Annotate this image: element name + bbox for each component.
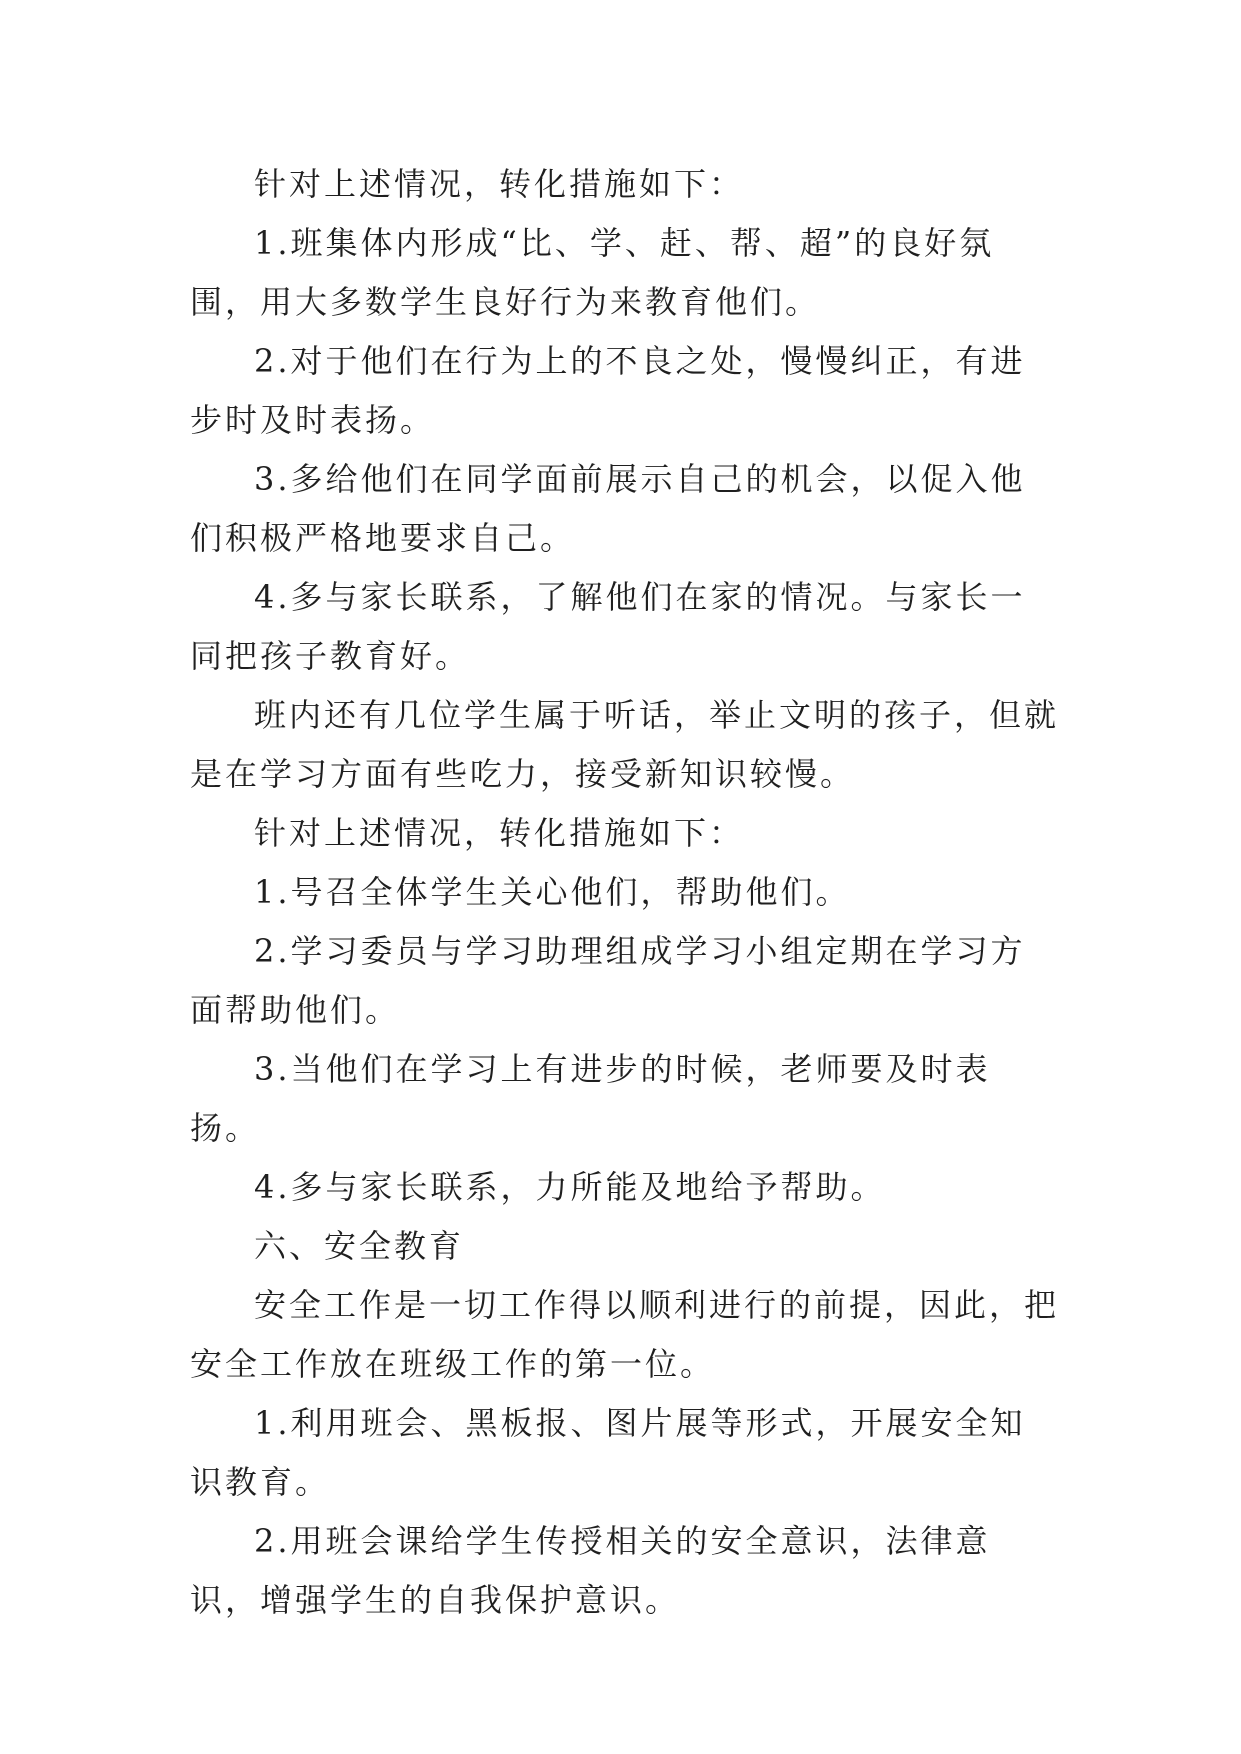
section-heading: 六、安全教育 <box>254 1227 465 1265</box>
paragraph: 针对上述情况，转化措施如下： <box>254 814 745 852</box>
paragraph: 安全工作是一切工作得以顺利进行的前提，因此，把安全工作放在班级工作的第一位。 <box>190 1286 1060 1383</box>
paragraph: 班内还有几位学生属于听话，举止文明的孩子，但就是在学习方面有些吃力，接受新知识较慢。 <box>190 696 1060 793</box>
paragraph: 1.利用班会、黑板报、图片展等形式，开展安全知识教育。 <box>190 1404 1026 1501</box>
paragraph: 3.当他们在学习上有进步的时候，老师要及时表扬。 <box>190 1050 991 1147</box>
paragraph: 2.学习委员与学习助理组成学习小组定期在学习方面帮助他们。 <box>190 932 1026 1029</box>
paragraph: 1.号召全体学生关心他们，帮助他们。 <box>254 873 851 911</box>
paragraph: 4.多与家长联系，力所能及地给予帮助。 <box>254 1168 886 1206</box>
paragraph: 2.对于他们在行为上的不良之处，慢慢纠正，有进步时及时表扬。 <box>190 342 1026 439</box>
paragraph: 3.多给他们在同学面前展示自己的机会，以促入他们积极严格地要求自己。 <box>190 460 1026 557</box>
paragraph: 1.班集体内形成“比、学、赶、帮、超”的良好氛围，用大多数学生良好行为来教育他们。 <box>190 224 995 321</box>
paragraph: 2.用班会课给学生传授相关的安全意识，法律意识，增强学生的自我保护意识。 <box>190 1522 991 1619</box>
paragraph: 4.多与家长联系，了解他们在家的情况。与家长一同把孩子教育好。 <box>190 578 1026 675</box>
paragraph: 针对上述情况，转化措施如下： <box>254 165 745 203</box>
document-body <box>190 155 1060 1630</box>
